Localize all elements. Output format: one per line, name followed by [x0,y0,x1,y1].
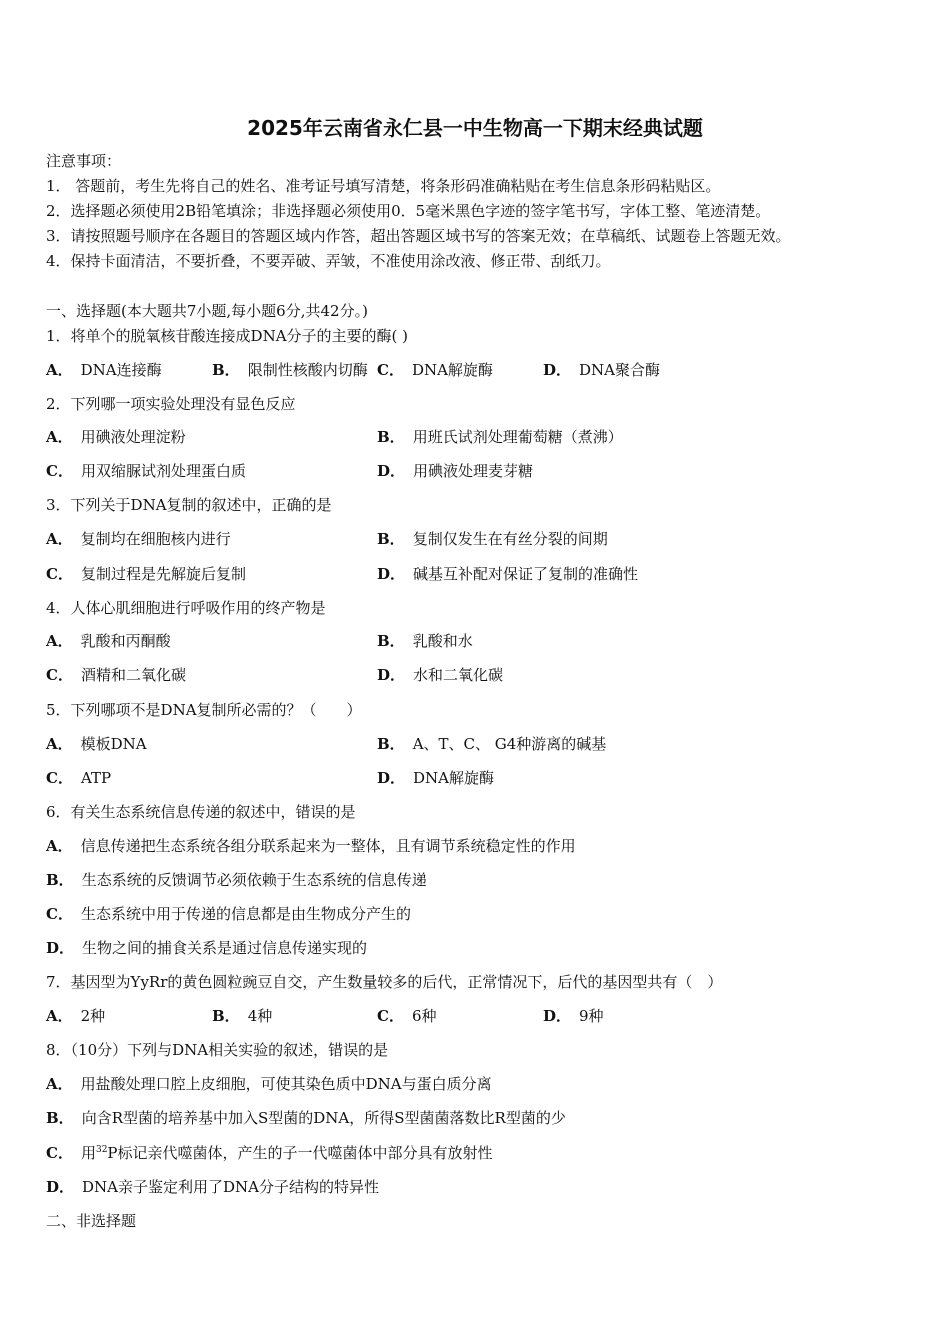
question-2-option-d[interactable] [377,462,533,480]
question-1-option-b[interactable] [212,361,368,379]
option-text: 复制均在细胞核内进行 [80,530,231,548]
option-text: 用双缩脲试剂处理蛋白质 [80,462,246,480]
question-5-option-a[interactable] [46,735,147,753]
option-text: DNA聚合酶 [579,361,660,379]
option-text: 4种 [247,1007,273,1025]
option-label: B． [377,428,405,446]
option-label: B． [46,871,74,889]
option-label: B． [46,1109,74,1127]
option-label: B． [377,530,405,548]
question-1-option-d[interactable] [543,361,660,379]
option-text: 生物之间的捕食关系是通过信息传递实现的 [82,939,368,957]
question-7-option-b[interactable] [212,1007,272,1025]
question-8-option-a[interactable] [46,1075,492,1093]
question-1-option-c[interactable] [377,361,493,379]
option-text-rest: P标记亲代噬菌体，产生的子一代噬菌体中部分具有放射性 [107,1144,493,1162]
option-text: DNA解旋酶 [411,361,493,379]
option-label: A． [46,530,73,548]
question-6-stem: 6．有关生态系统信息传递的叙述中，错误的是 [46,803,356,821]
question-2-option-a[interactable] [46,428,186,446]
option-label: A． [46,1007,73,1025]
question-7-option-a[interactable] [46,1007,105,1025]
question-2-option-c[interactable] [46,462,246,480]
option-text: 碱基互补配对保证了复制的准确性 [413,565,639,583]
question-8-option-d[interactable] [46,1178,379,1196]
option-text: 酒精和二氧化碳 [80,666,186,684]
option-label: C． [46,1144,73,1162]
question-3-option-c[interactable] [46,565,246,583]
question-7-option-d[interactable] [543,1007,604,1025]
option-label: D． [377,666,406,684]
question-8-option-c[interactable] [46,1144,493,1162]
option-text: ATP [80,769,112,787]
question-6-option-a[interactable] [46,837,576,855]
question-2-option-b[interactable] [377,428,623,446]
option-label: C． [377,1007,404,1025]
option-text: 6种 [411,1007,437,1025]
question-4-stem: 4．人体心肌细胞进行呼吸作用的终产物是 [46,599,326,617]
question-3-option-a[interactable] [46,530,231,548]
option-text: 用盐酸处理口腔上皮细胞，可使其染色质中DNA与蛋白质分离 [80,1075,492,1093]
option-label: D． [377,769,406,787]
option-label: C． [46,462,73,480]
option-text: 用碘液处理淀粉 [80,428,186,446]
question-3-option-d[interactable] [377,565,638,583]
option-label: B． [377,632,405,650]
option-label: A． [46,1075,73,1093]
option-label: D． [543,1007,572,1025]
option-text: A、T、C、 G4种游离的碱基 [412,735,607,753]
question-7-option-c[interactable] [377,1007,437,1025]
option-text: 用碘液处理麦芽糖 [413,462,534,480]
option-label: D． [377,565,406,583]
option-text: DNA连接酶 [80,361,162,379]
question-4-option-d[interactable] [377,666,503,684]
option-label: A． [46,361,73,379]
option-label: C． [46,769,73,787]
notice-item-3: 3．请按照题号顺序在各题目的答题区域内作答，超出答题区域书写的答案无效；在草稿纸、试题卷上答题无效。 [46,227,791,245]
question-3-stem: 3．下列关于DNA复制的叙述中，正确的是 [46,496,332,514]
option-text: 复制仅发生在有丝分裂的间期 [412,530,608,548]
option-label: A． [46,632,73,650]
option-label: C． [46,565,73,583]
isotope-superscript: 32 [95,1145,108,1155]
option-text: 模板DNA [80,735,147,753]
option-text: DNA解旋酶 [413,769,494,787]
question-7-stem: 7．基因型为YyRr的黄色圆粒豌豆自交，产生数量较多的后代，正常情况下，后代的基因型共有（ ） [46,973,723,991]
option-label: D． [543,361,572,379]
question-5-stem: 5．下列哪项不是DNA复制所必需的？（ ） [46,701,362,719]
option-text: 乳酸和丙酮酸 [80,632,171,650]
option-label: C． [377,361,404,379]
notice-heading: 注意事项： [46,152,122,170]
option-text: DNA亲子鉴定利用了DNA分子结构的特异性 [82,1178,379,1196]
question-5-option-d[interactable] [377,769,494,787]
question-1-option-a[interactable] [46,361,162,379]
question-5-option-b[interactable] [377,735,606,753]
option-text: 水和二氧化碳 [413,666,504,684]
option-label: B． [212,361,240,379]
question-8-option-b[interactable] [46,1109,566,1127]
option-text: 用 [80,1144,96,1162]
option-text: 生态系统的反馈调节必须依赖于生态系统的信息传递 [81,871,427,889]
question-5-option-c[interactable] [46,769,111,787]
option-text: 复制过程是先解旋后复制 [80,565,246,583]
option-label: B． [212,1007,240,1025]
notice-item-2: 2．选择题必须使用2B铅笔填涂；非选择题必须使用0．5毫米黑色字迹的签字笔书写，字体工整、笔迹清楚。 [46,202,771,220]
question-4-option-c[interactable] [46,666,186,684]
question-2-stem: 2．下列哪一项实验处理没有显色反应 [46,395,296,413]
option-text: 生态系统中用于传递的信息都是由生物成分产生的 [80,905,411,923]
question-4-option-b[interactable] [377,632,473,650]
option-label: A． [46,837,73,855]
option-label: A． [46,428,73,446]
option-text: 信息传递把生态系统各组分联系起来为一整体，且有调节系统稳定性的作用 [80,837,576,855]
section-2-heading: 二、非选择题 [46,1212,137,1230]
option-text: 2种 [80,1007,106,1025]
option-label: A． [46,735,73,753]
option-text: 9种 [579,1007,604,1025]
question-1-stem: 1．将单个的脱氧核苷酸连接成DNA分子的主要的酶( ) [46,327,409,345]
option-text: 限制性核酸内切酶 [247,361,368,379]
option-text: 用班氏试剂处理葡萄糖（煮沸） [412,428,623,446]
option-label: C． [46,666,73,684]
page-title: 2025年云南省永仁县一中生物高一下期末经典试题 [247,116,703,140]
option-label: D． [377,462,406,480]
question-6-option-d[interactable] [46,939,367,957]
option-text: 向含R型菌的培养基中加入S型菌的DNA，所得S型菌菌落数比R型菌的少 [81,1109,566,1127]
question-4-option-a[interactable] [46,632,171,650]
option-text: 乳酸和水 [412,632,473,650]
question-8-stem: 8．（10分）下列与DNA相关实验的叙述，错误的是 [46,1041,389,1059]
question-6-option-b[interactable] [46,871,427,889]
option-label: D． [46,939,75,957]
option-label: C． [46,905,73,923]
section-1-heading: 一、选择题(本大题共7小题,每小题6分,共42分。) [46,302,368,320]
notice-item-1: 1． 答题前，考生先将自己的姓名、准考证号填写清楚，将条形码准确粘贴在考生信息条形码粘贴区。 [46,177,721,195]
question-6-option-c[interactable] [46,905,411,923]
question-3-option-b[interactable] [377,530,608,548]
option-label: D． [46,1178,75,1196]
option-label: B． [377,735,405,753]
notice-item-4: 4．保持卡面清洁，不要折叠，不要弄破、弄皱，不准使用涂改液、修正带、刮纸刀。 [46,252,611,270]
